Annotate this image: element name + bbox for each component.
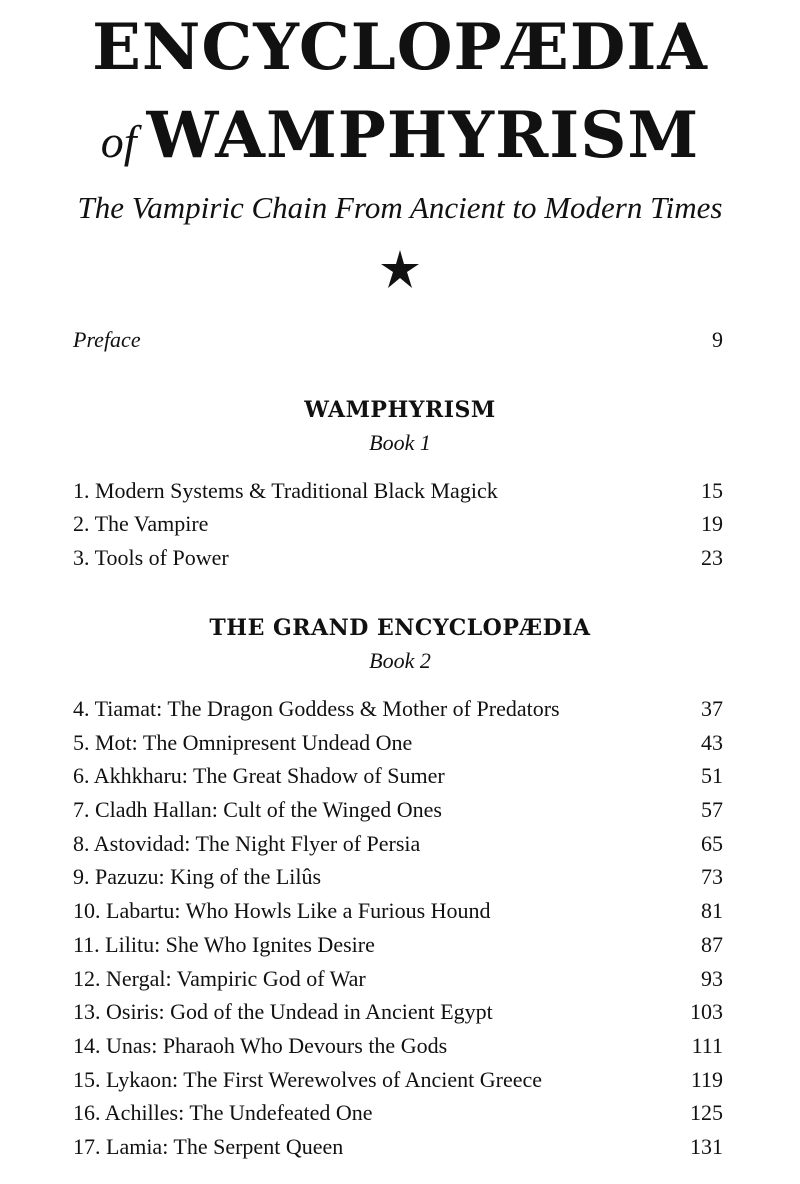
toc-entry-page: 9 — [712, 327, 723, 352]
toc-entry-label: 17. Lamia: The Serpent Queen — [73, 1134, 344, 1159]
toc-entry-label: 12. Nergal: Vampiric God of War — [73, 966, 366, 991]
toc-entry-label: 11. Lilitu: She Who Ignites Desire — [73, 932, 375, 957]
toc-entry-label: 4. Tiamat: The Dragon Goddess & Mother of Predators — [73, 696, 560, 721]
toc-entry-label: 6. Akhkharu: The Great Shadow of Sumer — [73, 763, 445, 788]
toc-entry[interactable] — [73, 794, 723, 826]
book-subtitle: The Vampiric Chain From Ancient to Modern Times — [77, 190, 723, 225]
toc-entry-page: 81 — [701, 898, 723, 923]
toc-entry-page: 23 — [701, 545, 723, 570]
toc-entry-label: Preface — [73, 327, 141, 352]
toc-entry-label: 8. Astovidad: The Night Flyer of Persia — [73, 831, 421, 856]
toc-entry-page: 65 — [701, 831, 723, 856]
toc-entry-preface[interactable] — [73, 324, 723, 356]
section-subtitle-book1: Book 1 — [369, 430, 431, 455]
toc-entry[interactable] — [73, 929, 723, 961]
toc-entry-page: 15 — [701, 478, 723, 503]
book-title-main: WAMPHYRISM — [146, 98, 700, 173]
toc-entry-label: 3. Tools of Power — [73, 545, 229, 570]
section-subtitle-book2: Book 2 — [369, 648, 431, 673]
toc-entry[interactable] — [73, 727, 723, 759]
toc-entry-page: 131 — [690, 1134, 723, 1159]
toc-entry[interactable] — [73, 760, 723, 792]
toc-entry-label: 13. Osiris: God of the Undead in Ancient Egypt — [73, 999, 493, 1024]
toc-entry[interactable] — [73, 1064, 723, 1096]
toc-entry-label: 1. Modern Systems & Traditional Black Magick — [73, 478, 498, 503]
toc-entry-page: 111 — [691, 1033, 723, 1058]
toc-entry-label: 2. The Vampire — [73, 511, 209, 536]
toc-entry[interactable] — [73, 1030, 723, 1062]
toc-entry[interactable] — [73, 508, 723, 540]
toc-entry-page: 119 — [690, 1067, 723, 1092]
toc-entry-label: 16. Achilles: The Undefeated One — [73, 1100, 373, 1125]
toc-entry[interactable] — [73, 1097, 723, 1129]
toc-entry[interactable] — [73, 475, 723, 507]
toc-entry[interactable] — [73, 542, 723, 574]
toc-entry-page: 125 — [690, 1100, 723, 1125]
toc-entry[interactable] — [73, 693, 723, 725]
toc-entry-page: 57 — [701, 797, 723, 822]
toc-entry[interactable] — [73, 861, 723, 893]
toc-entry-page: 51 — [701, 763, 723, 788]
section-title-book1: WAMPHYRISM — [304, 397, 496, 423]
section-title-book2: THE GRAND ENCYCLOPÆDIA — [209, 615, 591, 641]
toc-entry-page: 87 — [701, 932, 723, 957]
toc-entry[interactable] — [73, 895, 723, 927]
toc-entry[interactable] — [73, 1131, 723, 1163]
toc-entry[interactable] — [73, 963, 723, 995]
book-title-line1: ENCYCLOPÆDIA — [92, 10, 708, 85]
toc-entry[interactable] — [73, 996, 723, 1028]
book-title-line2 — [0, 96, 800, 193]
toc-entry-label: 7. Cladh Hallan: Cult of the Winged Ones — [73, 797, 442, 822]
book-title-of: of — [100, 116, 137, 167]
toc-entry-page: 73 — [701, 864, 723, 889]
toc-entry-label: 5. Mot: The Omnipresent Undead One — [73, 730, 413, 755]
toc-entry-page: 37 — [701, 696, 723, 721]
toc-entry-page: 43 — [701, 730, 723, 755]
star-icon — [378, 248, 422, 292]
toc-entry-page: 93 — [701, 966, 723, 991]
toc-entry-label: 15. Lykaon: The First Werewolves of Ancient Greece — [73, 1067, 543, 1092]
toc-entry-label: 14. Unas: Pharaoh Who Devours the Gods — [73, 1033, 448, 1058]
toc-entry-label: 10. Labartu: Who Howls Like a Furious Hound — [73, 898, 491, 923]
toc-entry-page: 19 — [701, 511, 723, 536]
toc-entry-label: 9. Pazuzu: King of the Lilûs — [73, 864, 322, 889]
toc-entry-page: 103 — [690, 999, 723, 1024]
toc-entry[interactable] — [73, 828, 723, 860]
